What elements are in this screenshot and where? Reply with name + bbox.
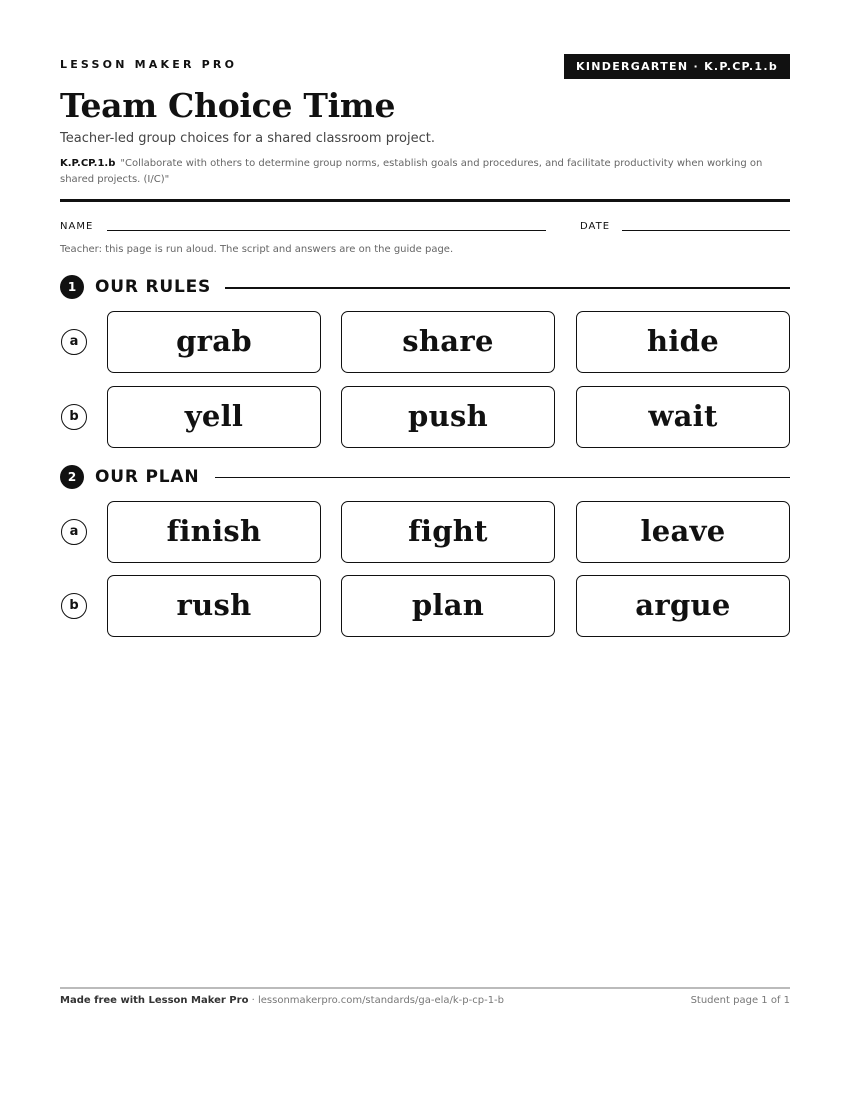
teacher-note: Teacher: this page is run aloud. The script and answers are on the guide page. — [60, 244, 454, 255]
choice-row-2b — [60, 575, 790, 637]
name-label: NAME — [60, 221, 94, 232]
section-rule-line — [225, 287, 790, 289]
choice-row-2a — [60, 501, 790, 563]
standard-text: "Collaborate with others to determine group norms, establish goals and procedures, and facilitate productivity when working on shared projects. (I/C)" — [60, 158, 763, 185]
grade-standard-badge: KINDERGARTEN · K.P.CP.1.b — [564, 54, 790, 79]
footer-divider — [60, 987, 790, 989]
word-card-wait[interactable]: wait — [576, 386, 790, 448]
row-letter-badge: a — [61, 329, 87, 355]
section-our-plan — [60, 465, 790, 489]
section-title: OUR PLAN — [95, 467, 200, 487]
standard-code: K.P.CP.1.b — [60, 158, 116, 169]
footer-made-by: Made free with Lesson Maker Pro — [60, 995, 249, 1006]
name-field[interactable] — [107, 230, 546, 231]
word-card-hide[interactable]: hide — [576, 311, 790, 373]
header-divider — [60, 199, 790, 202]
worksheet-page — [60, 0, 790, 1100]
section-number-badge: 2 — [60, 465, 84, 489]
footer-url-link[interactable]: · lessonmakerpro.com/standards/ga-ela/k-p-cp-1-b — [248, 995, 505, 1006]
word-card-argue[interactable]: argue — [576, 575, 790, 637]
word-card-rush[interactable]: rush — [107, 575, 321, 637]
page-title: Team Choice Time — [60, 86, 396, 125]
footer-credit — [60, 995, 504, 1006]
page-subtitle: Teacher-led group choices for a shared classroom project. — [60, 131, 435, 146]
word-card-plan[interactable]: plan — [341, 575, 555, 637]
word-card-leave[interactable]: leave — [576, 501, 790, 563]
section-rule-line — [215, 477, 790, 478]
word-card-finish[interactable]: finish — [107, 501, 321, 563]
date-field[interactable] — [622, 230, 790, 231]
word-card-push[interactable]: push — [341, 386, 555, 448]
brand-name: LESSON MAKER PRO — [60, 58, 238, 71]
choice-row-1a — [60, 311, 790, 373]
section-our-rules — [60, 275, 790, 299]
word-card-yell[interactable]: yell — [107, 386, 321, 448]
row-letter-badge: b — [61, 404, 87, 430]
row-letter-badge: b — [61, 593, 87, 619]
row-letter-badge: a — [61, 519, 87, 545]
word-card-fight[interactable]: fight — [341, 501, 555, 563]
standard-description — [60, 156, 790, 188]
date-label: DATE — [580, 221, 611, 232]
word-card-share[interactable]: share — [341, 311, 555, 373]
choice-row-1b — [60, 386, 790, 448]
section-title: OUR RULES — [95, 277, 212, 297]
footer-page-number: Student page 1 of 1 — [690, 995, 790, 1006]
section-number-badge: 1 — [60, 275, 84, 299]
word-card-grab[interactable]: grab — [107, 311, 321, 373]
